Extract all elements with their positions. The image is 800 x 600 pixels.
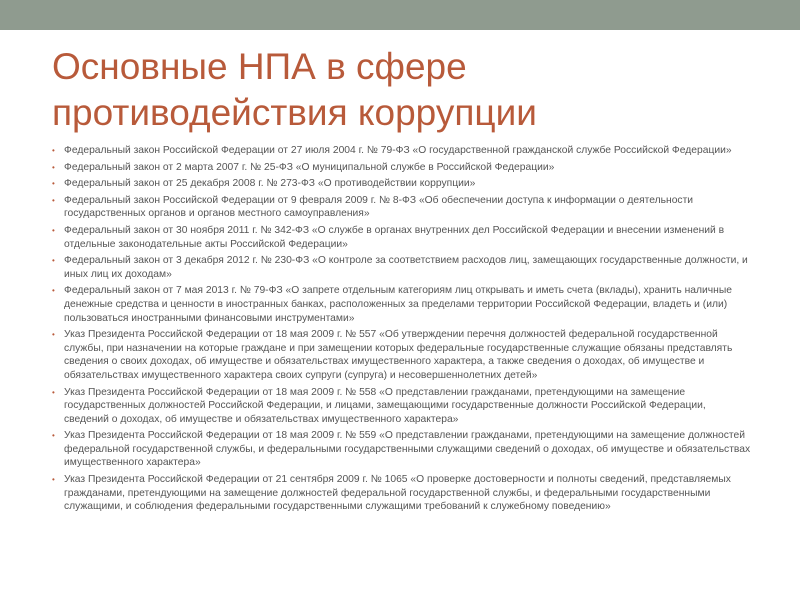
legal-acts-list bbox=[52, 144, 752, 517]
bullet-icon: • bbox=[52, 179, 55, 189]
list-item-text: Федеральный закон от 3 декабря 2012 г. № 230-ФЗ «О контроле за соответствием расходов лиц, замещающих государственные должности, и иных лиц их доходам» bbox=[64, 255, 748, 280]
bullet-icon: • bbox=[52, 162, 55, 172]
list-item bbox=[52, 224, 752, 251]
bullet-icon: • bbox=[52, 475, 55, 485]
bullet-icon: • bbox=[52, 387, 55, 397]
list-item-text: Указ Президента Российской Федерации от 21 сентября 2009 г. № 1065 «О проверке достоверности и полноты сведений, представляемых гражданами, претендующими на замещение должностей федеральной государственной службы, и федеральными государственными служащими, и соблюдения федеральными государственными служащими требований к служебному поведению» bbox=[64, 474, 731, 513]
list-item bbox=[52, 284, 752, 325]
list-item-text: Федеральный закон от 7 мая 2013 г. № 79-ФЗ «О запрете отдельным категориям лиц открывать и иметь счета (вклады), хранить наличные денежные средства и ценности в иностранных банках, расположенных за пределами территории Российской Федерации, владеть и (или) пользоваться иностранными финансовыми инструментами» bbox=[64, 285, 732, 324]
top-accent-bar bbox=[0, 0, 800, 30]
slide-title-line-1: Основные НПА в сфере bbox=[52, 46, 467, 87]
bullet-icon: • bbox=[52, 330, 55, 340]
list-item-text: Указ Президента Российской Федерации от 18 мая 2009 г. № 557 «Об утверждении перечня должностей федеральной государственной службы, при назначении на которые граждане и при замещении которых федеральные государственные служащие обязаны представлять сведения о своих доходах, об имуществе и обязательствах имущественного характера, а также сведения о доходах, об имуществе и обязательствах имущественного характера своих супруги (супруга) и несовершеннолетних детей» bbox=[64, 329, 733, 381]
slide-title-line-2: противодействия коррупции bbox=[52, 92, 537, 133]
list-item bbox=[52, 177, 752, 191]
list-item bbox=[52, 144, 752, 158]
slide-title bbox=[52, 44, 772, 136]
list-item-text: Федеральный закон от 30 ноября 2011 г. № 342-ФЗ «О службе в органах внутренних дел Российской Федерации и внесении изменений в отдельные законодательные акты Российской Федерации» bbox=[64, 224, 725, 250]
list-item-text: Федеральный закон Российской Федерации от 27 июля 2004 г. № 79-ФЗ «О государственной гражданской службе Российской Федерации» bbox=[64, 145, 732, 156]
bullet-icon: • bbox=[52, 225, 55, 235]
list-item bbox=[52, 386, 752, 427]
bullet-icon: • bbox=[52, 431, 55, 441]
list-item bbox=[52, 194, 752, 221]
bullet-icon: • bbox=[52, 286, 55, 296]
list-item-text: Указ Президента Российской Федерации от 18 мая 2009 г. № 558 «О представлении гражданами, претендующими на замещение государственных должностей Российской Федерации, и лицами, замещающими государственные должности Российской Федерации, сведений о доходах, об имуществе и обязательствах имущественного характера» bbox=[64, 386, 706, 425]
bullet-icon: • bbox=[52, 195, 55, 205]
list-item-text: Федеральный закон от 2 марта 2007 г. № 25-ФЗ «О муниципальной службе в Российской Федерации» bbox=[64, 161, 555, 173]
list-item-text: Указ Президента Российской Федерации от 18 мая 2009 г. № 559 «О представлении гражданами, претендующими на замещение должностей федеральной государственной службы, и федеральными государственными служащими сведений о доходах, об имуществе и обязательствах имущественного характера» bbox=[64, 430, 751, 469]
list-item bbox=[52, 473, 752, 514]
list-item-text: Федеральный закон Российской Федерации от 9 февраля 2009 г. № 8-ФЗ «Об обеспечении доступа к информации о деятельности государственных органов и органов местного самоуправления» bbox=[64, 194, 694, 220]
list-item-text: Федеральный закон от 25 декабря 2008 г. № 273-ФЗ «О противодействии коррупции» bbox=[64, 178, 476, 190]
bullet-icon: • bbox=[52, 256, 55, 266]
list-item bbox=[52, 254, 752, 281]
list-item bbox=[52, 161, 752, 175]
list-item bbox=[52, 429, 752, 470]
list-item bbox=[52, 328, 752, 382]
bullet-icon: • bbox=[52, 146, 55, 155]
